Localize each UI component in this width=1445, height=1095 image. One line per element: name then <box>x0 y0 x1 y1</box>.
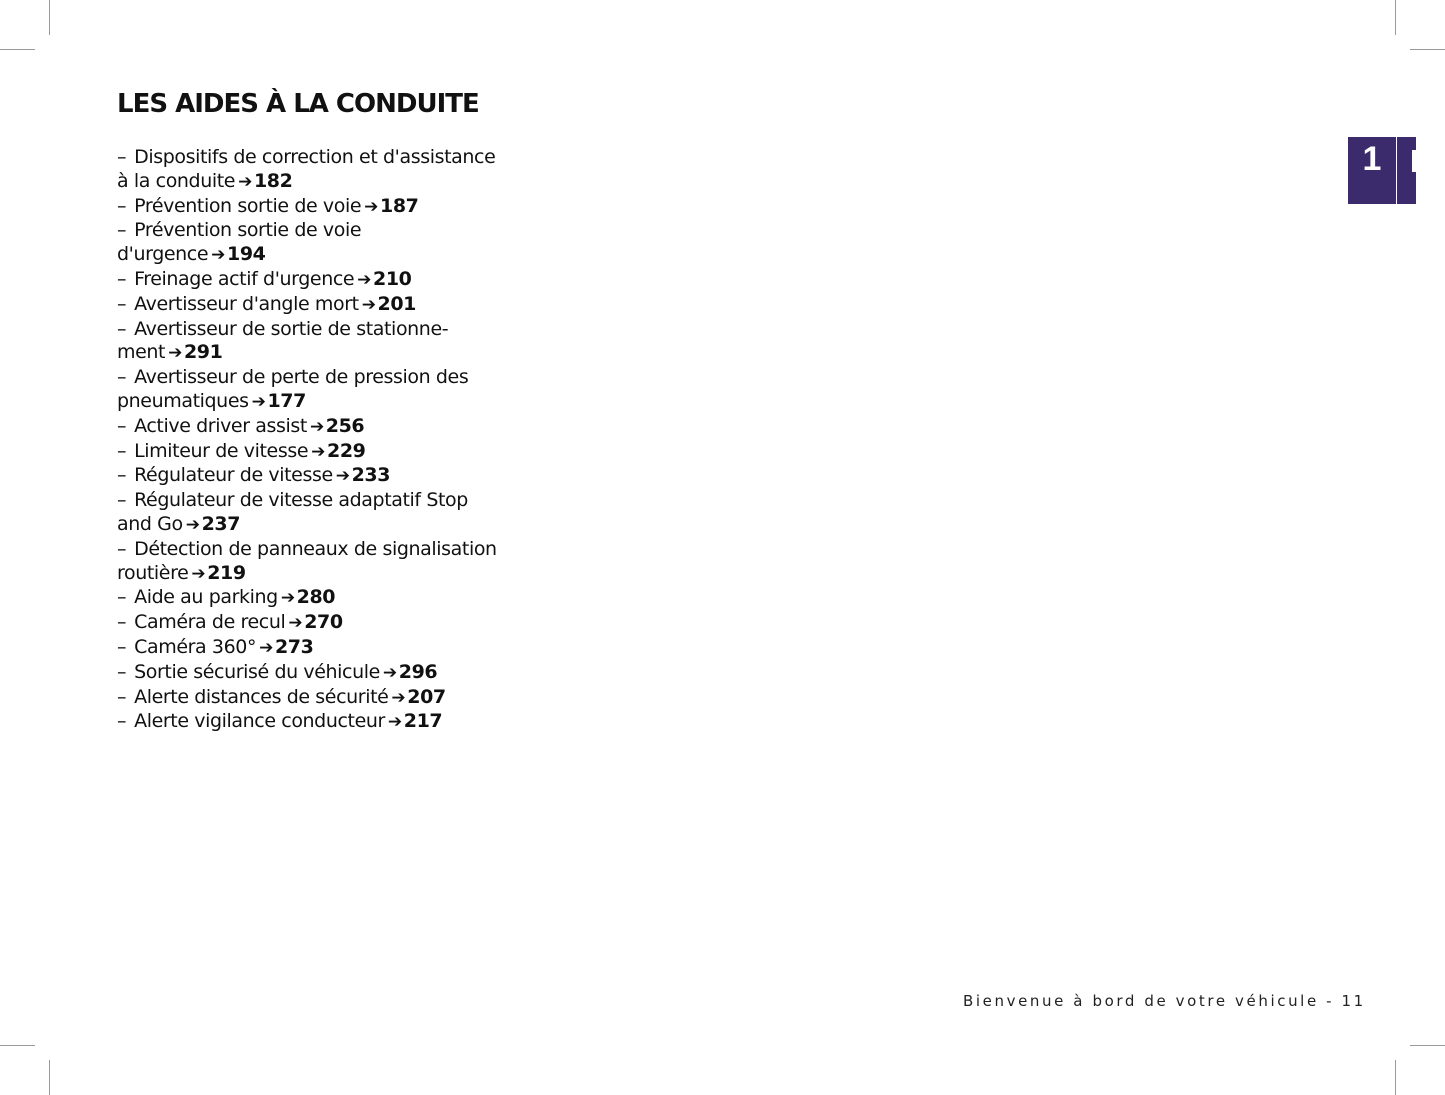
list-item[interactable]: – Aide au parking ➔ 280 <box>117 586 336 609</box>
item-label: Alerte vigilance conducteur <box>134 710 385 733</box>
driving-aids-list <box>117 146 497 735</box>
page-reference[interactable]: 229 <box>327 439 366 462</box>
arrow-right-icon: ➔ <box>309 416 324 437</box>
list-item[interactable]: – Alerte vigilance conducteur ➔ 217 <box>117 710 443 733</box>
item-label: Caméra 360° <box>134 635 257 658</box>
list-item[interactable]: – Avertisseur de sortie de stationnement ➔ 291 <box>117 317 449 364</box>
item-label: Sortie sécurisé du véhicule <box>134 660 380 683</box>
list-item[interactable]: – Prévention sortie de voie d'urgence ➔ 194 <box>117 219 362 266</box>
page-reference[interactable]: 296 <box>398 660 438 683</box>
list-item[interactable]: – Avertisseur d'angle mort ➔ 201 <box>117 292 417 315</box>
crop-mark-top-left-vertical <box>49 0 50 35</box>
item-label: Régulateur de vitesse adaptatif Stop and Go <box>117 489 468 535</box>
page-reference[interactable]: 217 <box>403 710 443 733</box>
item-label: Active driver assist <box>134 414 307 437</box>
item-label: Avertisseur d'angle mort <box>134 292 359 315</box>
arrow-right-icon: ➔ <box>251 391 266 412</box>
crop-mark-top-left-horizontal <box>0 49 35 50</box>
chapter-number: 1 <box>1362 140 1382 178</box>
list-item[interactable]: – Régulateur de vitesse adaptatif Stop and Go ➔ 237 <box>117 489 468 535</box>
list-item[interactable]: – Caméra 360° ➔ 273 <box>117 635 314 658</box>
list-item[interactable]: – Sortie sécurisé du véhicule ➔ 296 <box>117 660 438 683</box>
item-label: Prévention sortie de voie <box>134 194 362 217</box>
list-item[interactable]: – Prévention sortie de voie ➔ 187 <box>117 194 419 217</box>
page-footer: Bienvenue à bord de votre véhicule - 11 <box>963 992 1366 1010</box>
arrow-right-icon: ➔ <box>311 441 325 462</box>
page-reference[interactable]: 194 <box>227 243 266 266</box>
arrow-right-icon: ➔ <box>238 171 252 192</box>
list-item[interactable]: – Caméra de recul ➔ 270 <box>117 611 343 634</box>
crop-mark-bottom-right-vertical <box>1395 1060 1396 1095</box>
crop-mark-bottom-left-vertical <box>49 1060 50 1095</box>
item-label: Prévention sortie de voie d'urgence <box>117 219 362 266</box>
page-reference[interactable]: 177 <box>267 389 306 412</box>
list-item[interactable]: – Régulateur de vitesse ➔ 233 <box>117 464 391 487</box>
crop-mark-top-right-horizontal <box>1410 49 1445 50</box>
arrow-right-icon: ➔ <box>168 343 182 364</box>
list-item[interactable]: – Active driver assist ➔ 256 <box>117 414 365 437</box>
arrow-right-icon: ➔ <box>280 588 295 609</box>
crop-mark-top-right-vertical <box>1395 0 1396 35</box>
item-label: Limiteur de vitesse <box>134 439 309 462</box>
section-title: LES AIDES À LA CONDUITE <box>117 89 479 119</box>
page-reference[interactable]: 182 <box>253 169 293 192</box>
arrow-right-icon: ➔ <box>288 613 303 634</box>
page-reference[interactable]: 237 <box>201 512 241 535</box>
arrow-right-icon: ➔ <box>382 662 397 683</box>
arrow-right-icon: ➔ <box>387 712 402 733</box>
arrow-right-icon: ➔ <box>361 294 376 315</box>
item-label: Caméra de recul <box>134 611 286 634</box>
item-label: Régulateur de vitesse <box>134 464 333 487</box>
list-item[interactable]: – Freinage actif d'urgence ➔ 210 <box>117 267 412 290</box>
crop-mark-bottom-right-horizontal <box>1410 1045 1445 1046</box>
arrow-right-icon: ➔ <box>185 514 200 535</box>
item-label: Aide au parking <box>134 586 278 609</box>
arrow-right-icon: ➔ <box>364 196 379 217</box>
page-reference[interactable]: 273 <box>274 635 314 658</box>
item-label: Avertisseur de sortie de stationnement <box>117 317 449 364</box>
page-reference[interactable]: 219 <box>207 561 246 584</box>
arrow-right-icon: ➔ <box>335 466 350 487</box>
page-reference[interactable]: 210 <box>373 267 412 290</box>
arrow-right-icon: ➔ <box>357 269 372 290</box>
page-reference[interactable]: 233 <box>351 464 391 487</box>
page-reference[interactable]: 187 <box>380 194 419 217</box>
chapter-tab-notch <box>1412 150 1416 172</box>
arrow-right-icon: ➔ <box>211 245 225 266</box>
page-reference[interactable]: 280 <box>296 586 336 609</box>
arrow-right-icon: ➔ <box>259 637 273 658</box>
list-item[interactable]: – Limiteur de vitesse ➔ 229 <box>117 439 366 462</box>
page-reference[interactable]: 270 <box>304 611 343 634</box>
list-item[interactable]: – Dispositifs de correction et d'assistance à la conduite ➔ 182 <box>117 146 496 192</box>
crop-mark-bottom-left-horizontal <box>0 1045 35 1046</box>
arrow-right-icon: ➔ <box>191 563 206 584</box>
list-item[interactable]: – Alerte distances de sécurité ➔ 207 <box>117 685 446 708</box>
page-reference[interactable]: 291 <box>183 341 223 364</box>
arrow-right-icon: ➔ <box>391 687 406 708</box>
item-label: Dispositifs de correction et d'assistance à la conduite <box>117 146 496 192</box>
item-label: Détection de panneaux de signalisation routière <box>117 537 497 584</box>
item-label: Alerte distances de sécurité <box>134 685 389 708</box>
list-item[interactable]: – Avertisseur de perte de pression des pneumatiques ➔ 177 <box>117 366 469 412</box>
page-reference[interactable]: 201 <box>377 292 417 315</box>
list-item[interactable]: – Détection de panneaux de signalisation routière ➔ 219 <box>117 537 497 584</box>
item-label: Avertisseur de perte de pression des pneumatiques <box>117 366 469 412</box>
page-reference[interactable]: 207 <box>407 685 446 708</box>
item-label: Freinage actif d'urgence <box>134 267 355 290</box>
page-reference[interactable]: 256 <box>325 414 365 437</box>
